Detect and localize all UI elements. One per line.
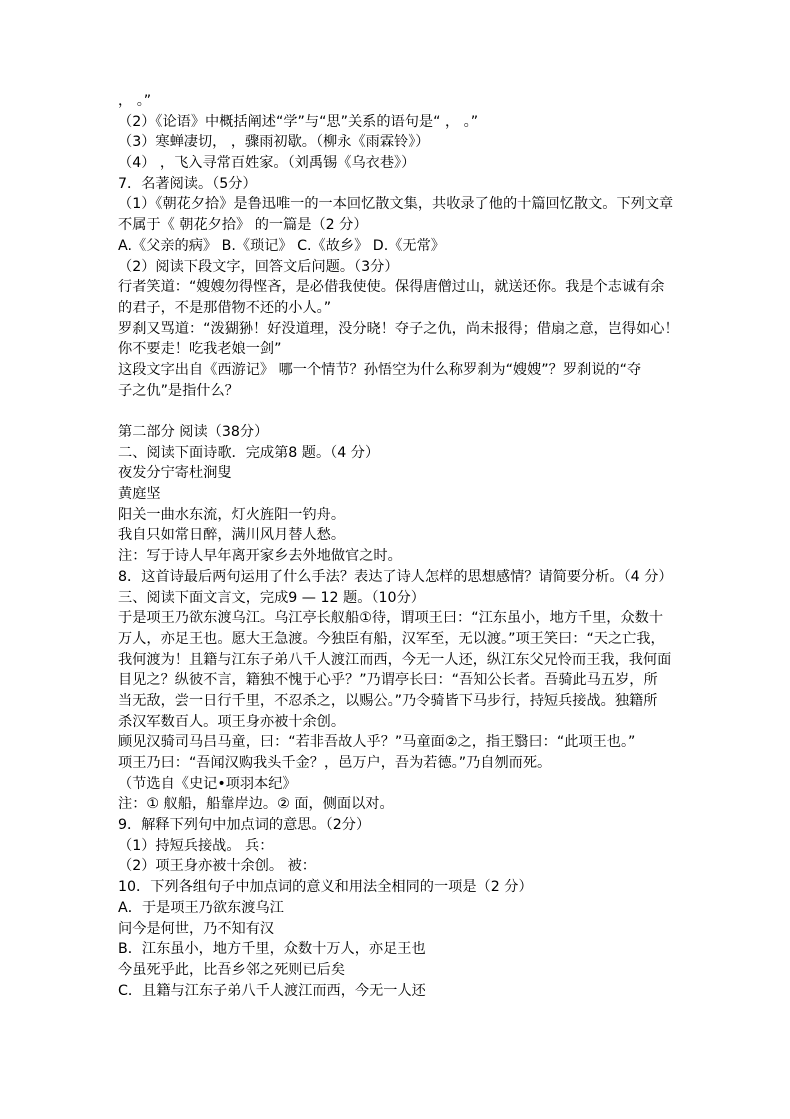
text-line: （4） ，飞入寻常百姓家。（刘禹锡《乌衣巷》） [118, 155, 416, 172]
text-line: 我何渡为！且籍与江东子弟八千人渡江而西，今无一人还，纵江东父兄怜而王我，我何面 [118, 651, 672, 668]
text-line: （2）《论语》中概括阐述“学”与“思”关系的语句是“ ， 。” [118, 113, 479, 130]
text-line: 行者笑道：“嫂嫂勿得悭吝，是必借我使使。保得唐僧过山，就送还你。我是个志诚有余 [118, 279, 665, 296]
text-line: C．且籍与江东子弟八千人渡江而西，今无一人还 [118, 982, 426, 999]
text-line: 子之仇”是指什么？ [118, 382, 239, 399]
text-line: 二、阅读下面诗歌．完成第8 题。（4 分） [118, 444, 380, 461]
text-line: A.《父亲的病》 B.《琐记》 C.《故乡》 D.《无常》 [118, 237, 445, 254]
text-line: 7．名著阅读。（5分） [118, 175, 257, 192]
text-line: ， 。” [118, 93, 152, 109]
text-line: 你不要走！吃我老娘一剑” [118, 341, 282, 358]
text-line: 罗刹又骂道：“泼猢狲！好没道理，没分晓！夺子之仇，尚未报得；借扇之意，岂得如心！ [118, 320, 679, 337]
text-line: 这段文字出自《西游记》 哪一个情节？孙悟空为什么称罗刹为“嫂嫂”？罗刹说的“夺 [118, 361, 642, 378]
text-line: 顾见汉骑司马吕马童，曰：“若非吾故人乎？”马童面②之，指王翳曰：“此项王也。” [118, 734, 636, 751]
text-line: 夜发分宁寄杜涧叟 [118, 465, 232, 482]
text-line: 项王乃曰：“吾闻汉购我头千金？，邑万户，吾为若德。”乃自刎而死。 [118, 755, 552, 771]
text-line: 注：写于诗人早年离开家乡去外地做官之时。 [118, 548, 402, 565]
text-line: 我自只如常日醉，满川风月替人愁。 [118, 527, 346, 544]
text-line: 的君子，不是那借物不还的小人。” [118, 299, 332, 316]
text-line: （节选自《史记•项羽本纪》 [118, 775, 297, 792]
text-line: 9．解释下列句中加点词的意思。（2分） [118, 817, 371, 834]
text-line: 注：① 舣船，船靠岸边。② 面，侧面以对。 [118, 796, 394, 813]
text-line: 于是项王乃欲东渡乌江。乌江亭长舣船①待，谓项王曰：“江东虽小，地方千里，众数十 [118, 610, 664, 627]
text-line: （1）持短兵接战。 兵： [118, 837, 274, 854]
text-line: 第二部分 阅读（38分） [118, 424, 269, 440]
text-line: 不属于《 朝花夕拾》 的一篇是（2 分） [118, 217, 368, 234]
text-line: A．于是项王乃欲东渡乌江 [118, 899, 284, 916]
text-line: 问今是何世，乃不知有汉 [118, 920, 275, 937]
text-line: （1）《朝花夕拾》是鲁迅唯一的一本回忆散文集，共收录了他的十篇回忆散文。下列文章 [118, 196, 674, 213]
text-line: （2）项王身亦被十余创。 被： [118, 858, 316, 875]
text-line: 目见之？纵彼不言，籍独不愧于心乎？”乃谓亭长曰：“吾知公长者。吾骑此马五岁，所 [118, 672, 658, 689]
text-line: 阳关一曲水东流，灯火旌阳一钓舟。 [118, 506, 346, 523]
blank-line [118, 401, 688, 422]
text-line: 10．下列各组句子中加点词的意义和用法全相同的一项是（2 分） [118, 879, 533, 896]
text-line: 黄庭坚 [118, 486, 161, 503]
text-line: 当无敌，尝一日行千里，不忍杀之，以赐公。”乃令骑皆下马步行，持短兵接战。独籍所 [118, 692, 658, 709]
text-line: 今虽死乎此，比吾乡邻之死则已后矣 [118, 961, 346, 978]
text-line: （2）阅读下段文字，回答文后问题。（3分） [118, 258, 399, 275]
text-line: 杀汉军数百人。项王身亦被十余创。 [118, 713, 346, 730]
text-line: B．江东虽小，地方千里，众数十万人，亦足王也 [118, 941, 426, 958]
text-line: （3）寒蝉凄切， ，骤雨初歇。（柳永《雨霖铃》） [118, 134, 430, 151]
text-line: 三、阅读下面文言文，完成9 — 12 题。（10分） [118, 589, 425, 606]
document-body [118, 91, 688, 1001]
text-line: 万人，亦足王也。愿大王急渡。今独臣有船，汉军至，无以渡。”项王笑曰：“天之亡我， [118, 630, 665, 647]
text-line: 8．这首诗最后两句运用了什么手法？表达了诗人怎样的思想感情？请简要分析。（4 分） [118, 568, 673, 585]
